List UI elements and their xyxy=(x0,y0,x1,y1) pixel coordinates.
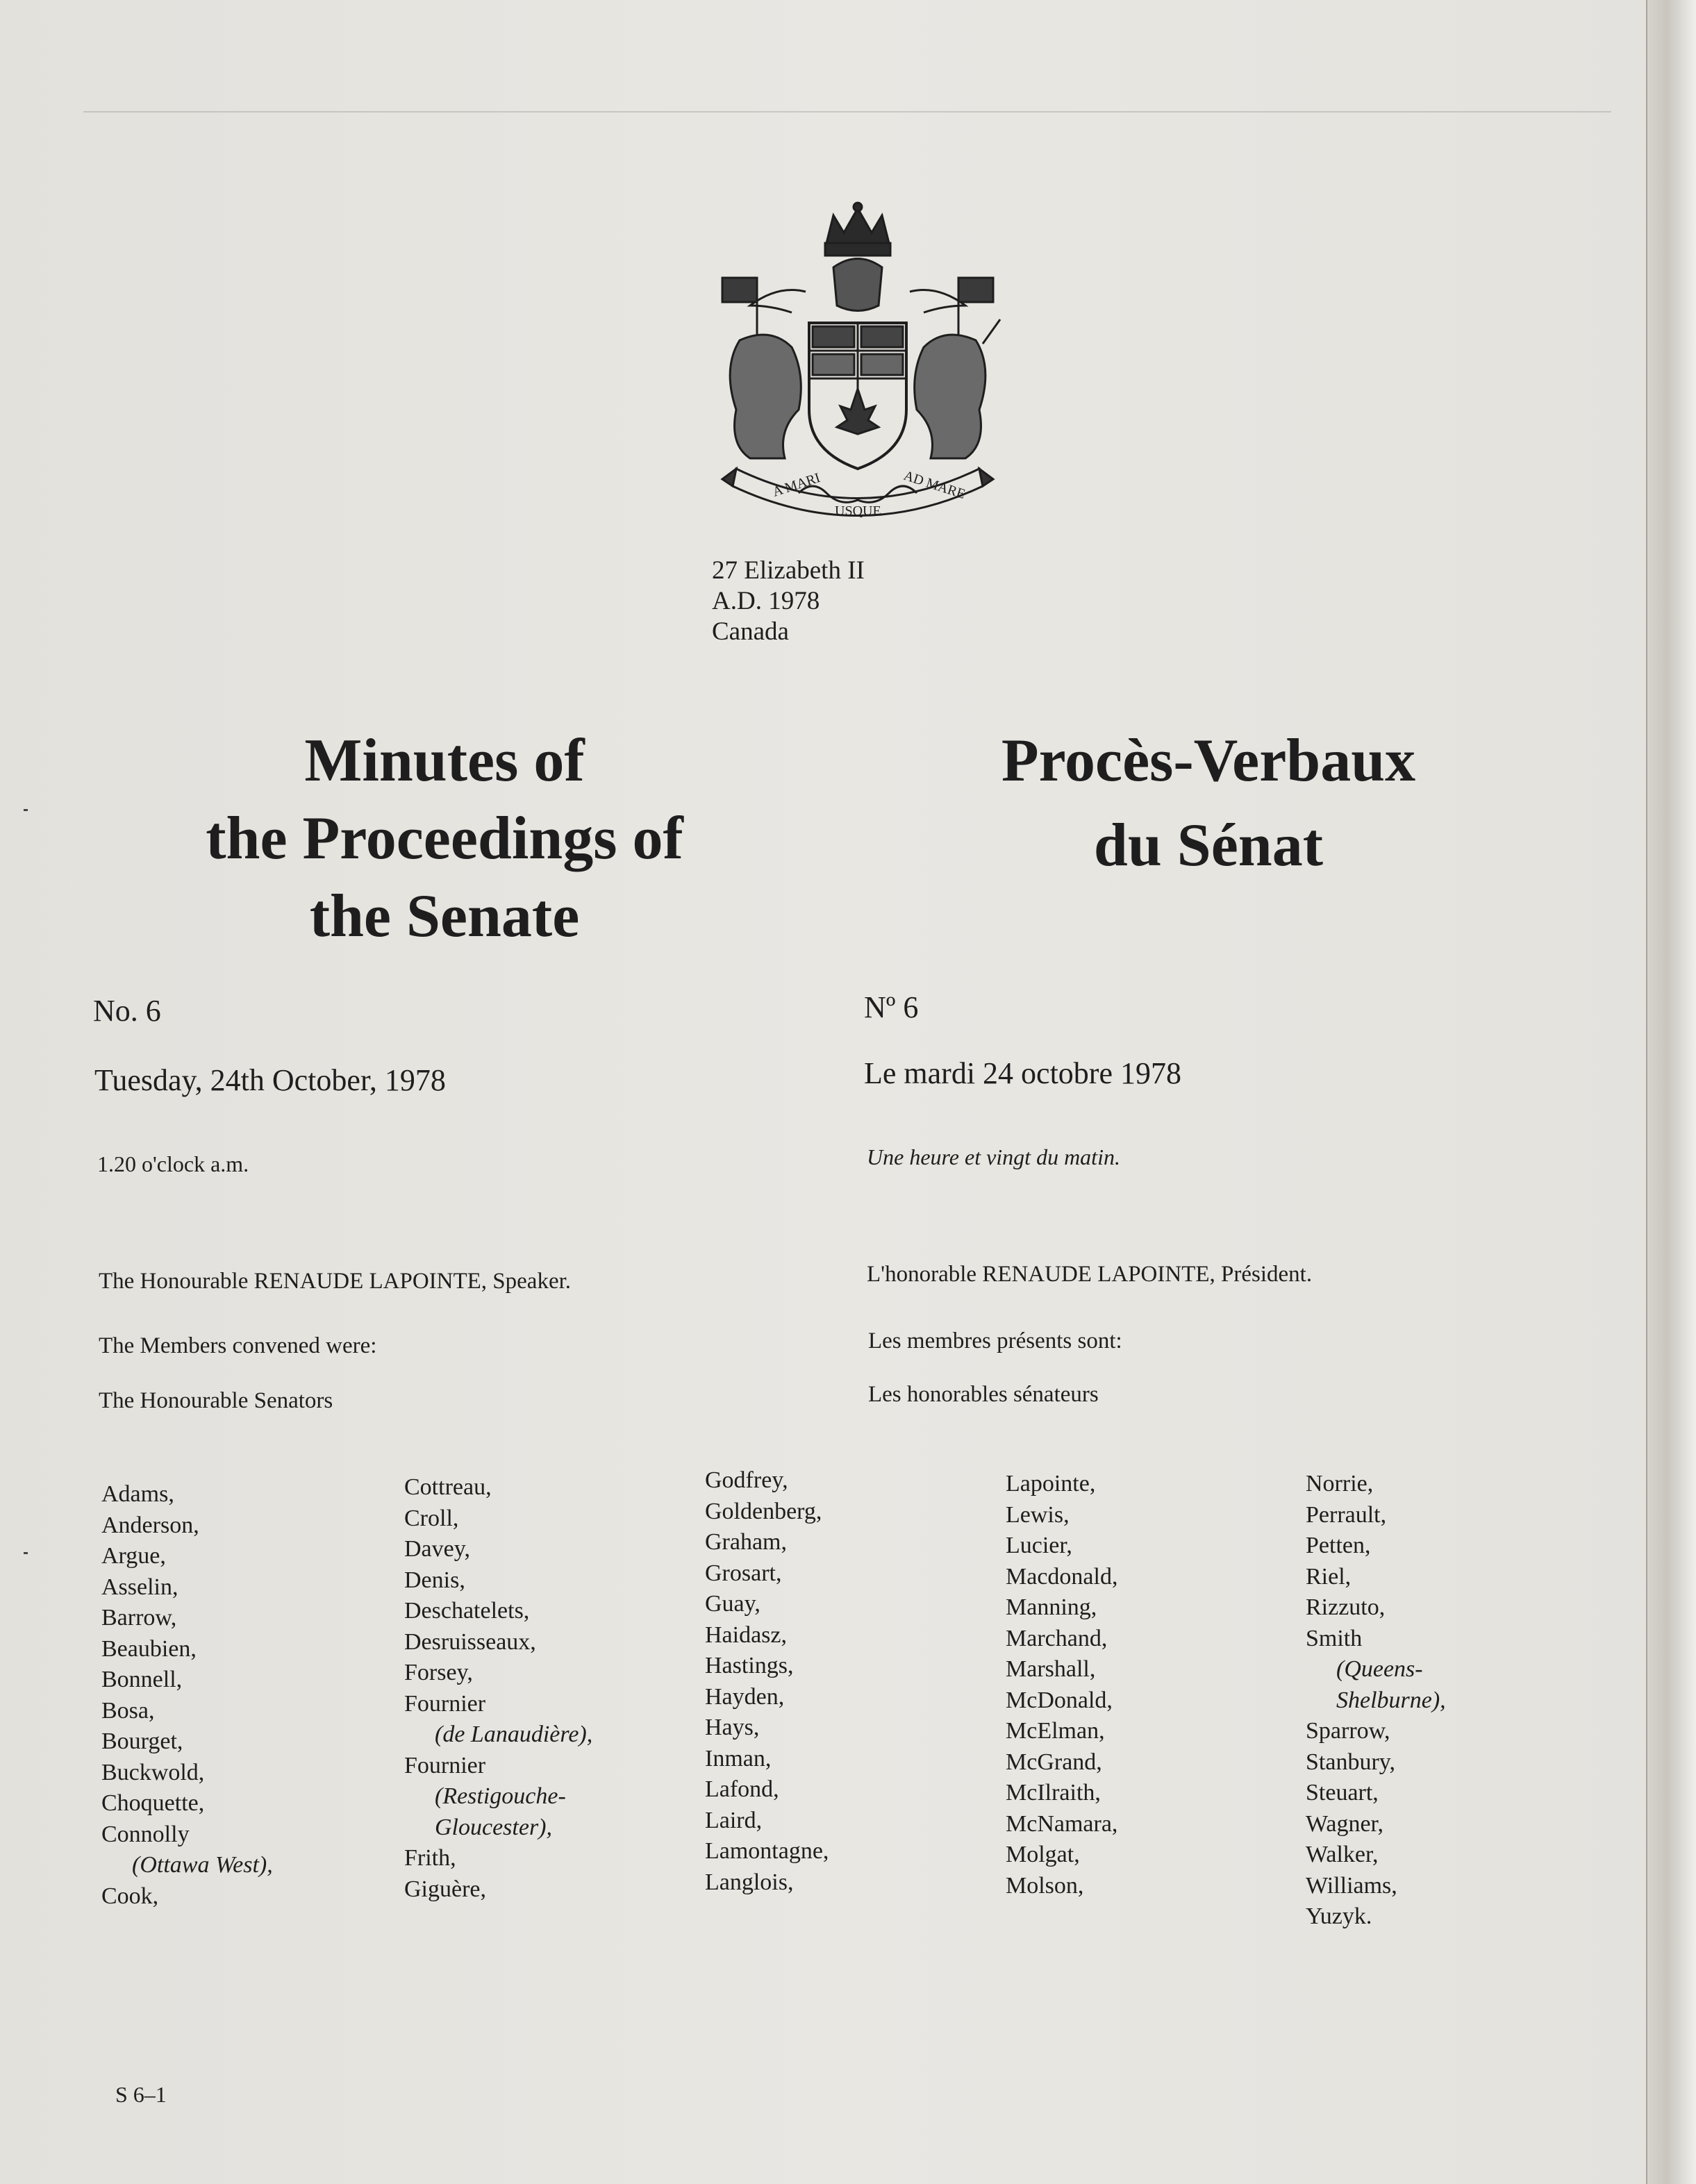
senator-name: Hastings, xyxy=(705,1653,794,1678)
motto-left: A MARI xyxy=(770,470,822,500)
senator-name: Lucier, xyxy=(1006,1533,1072,1558)
senator-name: Forsey, xyxy=(404,1660,473,1685)
senator-name: Petten, xyxy=(1306,1533,1371,1558)
senator-name: Fournier xyxy=(404,1752,486,1778)
senator-name: McGrand, xyxy=(1006,1749,1102,1775)
senators-column-5 xyxy=(1306,1469,1446,1933)
senator-name: Beaubien, xyxy=(101,1635,197,1662)
senator-name: Molson, xyxy=(1006,1872,1084,1899)
senator-name: Fournier xyxy=(404,1690,486,1717)
senator-name: Grosart, xyxy=(705,1560,782,1586)
senator-constituency: (Queens- xyxy=(1336,1656,1423,1682)
senator-name: Godfrey, xyxy=(705,1467,788,1493)
margin-mark xyxy=(24,809,28,811)
binding-edge xyxy=(1646,0,1696,2184)
senator-name: McNamara, xyxy=(1006,1810,1118,1837)
senator-name: Bosa, xyxy=(101,1697,155,1724)
coat-of-arms-icon xyxy=(708,201,1007,528)
senator-name: Rizzuto, xyxy=(1306,1594,1386,1620)
senator-name: Buckwold, xyxy=(101,1759,205,1785)
english-speaker: The Honourable RENAUDE LAPOINTE, Speaker. xyxy=(99,1269,572,1294)
margin-mark xyxy=(24,1552,28,1554)
senator-name: Barrow, xyxy=(101,1605,177,1631)
senator-name: Desruisseaux, xyxy=(404,1628,536,1655)
senator-name: McDonald, xyxy=(1006,1687,1113,1713)
french-speaker: L'honorable RENAUDE LAPOINTE, Président. xyxy=(867,1262,1313,1287)
senator-name: Giguère, xyxy=(404,1876,487,1902)
senator-name: Deschatelets, xyxy=(404,1598,530,1624)
senator-name: Argue, xyxy=(101,1543,166,1569)
senator-constituency: (Restigouche- xyxy=(435,1783,566,1809)
french-title-line: Procès-Verbaux xyxy=(1001,727,1416,794)
english-convened: The Members convened were: xyxy=(99,1333,377,1358)
senator-name: Hays, xyxy=(705,1715,760,1740)
senator-name: Smith xyxy=(1306,1625,1363,1651)
french-title-line: du Sénat xyxy=(1093,812,1324,879)
senator-name: Manning, xyxy=(1006,1594,1097,1620)
senator-name: Cottreau, xyxy=(404,1474,492,1500)
senator-name: Goldenberg, xyxy=(705,1498,822,1524)
senator-name: Marshall, xyxy=(1006,1656,1096,1682)
senator-name: Lewis, xyxy=(1006,1501,1070,1528)
senator-name: Marchand, xyxy=(1006,1625,1108,1651)
senator-name: Guay, xyxy=(705,1591,760,1617)
regnal-dateline xyxy=(712,556,865,647)
senator-name: Bourget, xyxy=(101,1728,183,1754)
senator-name: Cook, xyxy=(101,1883,159,1909)
senator-name: Laird, xyxy=(705,1807,763,1833)
senator-name: McIlraith, xyxy=(1006,1780,1101,1806)
senator-name: Molgat, xyxy=(1006,1842,1080,1867)
senator-name: Frith, xyxy=(404,1845,456,1871)
senator-constituency: (de Lanaudière), xyxy=(435,1722,593,1747)
senator-constituency: (Ottawa West), xyxy=(132,1852,273,1878)
page-folio: S 6–1 xyxy=(115,2082,167,2107)
senator-name: Yuzyk. xyxy=(1306,1903,1372,1929)
senator-name: Anderson, xyxy=(101,1512,199,1538)
senator-name: Walker, xyxy=(1306,1842,1379,1867)
senator-name: Denis, xyxy=(404,1567,465,1593)
french-time: Une heure et vingt du matin. xyxy=(867,1144,1120,1169)
french-title xyxy=(861,719,1556,888)
senator-name: Asselin, xyxy=(101,1574,178,1600)
english-number: No. 6 xyxy=(93,994,161,1028)
senators-column-3 xyxy=(705,1465,829,1898)
senator-name: Bonnell, xyxy=(101,1667,183,1692)
senator-name: Wagner, xyxy=(1306,1810,1384,1837)
senator-name: Langlois, xyxy=(705,1869,794,1895)
french-number: Nº 6 xyxy=(864,990,919,1024)
senator-name: Sparrow, xyxy=(1306,1718,1390,1744)
english-title-line: the Senate xyxy=(309,883,580,950)
senator-name: Perrault, xyxy=(1306,1501,1387,1528)
senator-name: Graham, xyxy=(705,1529,788,1555)
senator-name: Adams, xyxy=(101,1481,174,1507)
english-title xyxy=(97,722,792,956)
senator-name: Lafond, xyxy=(705,1776,779,1802)
motto-right: AD MARE xyxy=(901,467,967,503)
senator-name: Steuart, xyxy=(1306,1780,1379,1806)
french-convened: Les membres présents sont: xyxy=(868,1328,1122,1353)
english-time: 1.20 o'clock a.m. xyxy=(97,1151,249,1176)
english-title-line: the Proceedings of xyxy=(206,805,683,872)
english-senators-heading: The Honourable Senators xyxy=(99,1388,333,1413)
senator-name: Lamontagne, xyxy=(705,1838,829,1864)
senators-column-4 xyxy=(1006,1469,1117,1901)
senator-name: Inman, xyxy=(705,1745,772,1772)
senator-name: Riel, xyxy=(1306,1563,1352,1590)
senator-name: Stanbury, xyxy=(1306,1749,1396,1775)
country: Canada xyxy=(712,617,789,646)
english-title-line: Minutes of xyxy=(304,727,585,794)
senators-column-2 xyxy=(404,1472,592,1905)
senator-name: Macdonald, xyxy=(1006,1563,1118,1590)
calendar-year: A.D. 1978 xyxy=(712,587,820,615)
senator-name: Davey, xyxy=(404,1536,471,1562)
french-date: Le mardi 24 octobre 1978 xyxy=(864,1056,1181,1090)
english-date: Tuesday, 24th October, 1978 xyxy=(94,1063,446,1097)
senator-name: Hayden, xyxy=(705,1683,785,1710)
senator-name: Connolly xyxy=(101,1821,190,1847)
ghost-header-rule xyxy=(83,111,1611,112)
senator-constituency: Shelburne), xyxy=(1336,1687,1446,1713)
regnal-year: 27 Elizabeth II xyxy=(712,556,865,585)
senators-column-1 xyxy=(101,1479,273,1912)
senator-name: Lapointe, xyxy=(1006,1471,1096,1497)
french-senators-heading: Les honorables sénateurs xyxy=(868,1382,1099,1407)
senator-name: Choquette, xyxy=(101,1790,205,1816)
senator-name: Haidasz, xyxy=(705,1622,788,1648)
senator-constituency: Gloucester), xyxy=(435,1814,553,1840)
senator-name: Norrie, xyxy=(1306,1471,1374,1497)
motto-center: USQUE xyxy=(835,503,881,519)
senator-name: Croll, xyxy=(404,1505,459,1531)
senator-name: Williams, xyxy=(1306,1872,1397,1899)
senator-name: McElman, xyxy=(1006,1718,1105,1744)
